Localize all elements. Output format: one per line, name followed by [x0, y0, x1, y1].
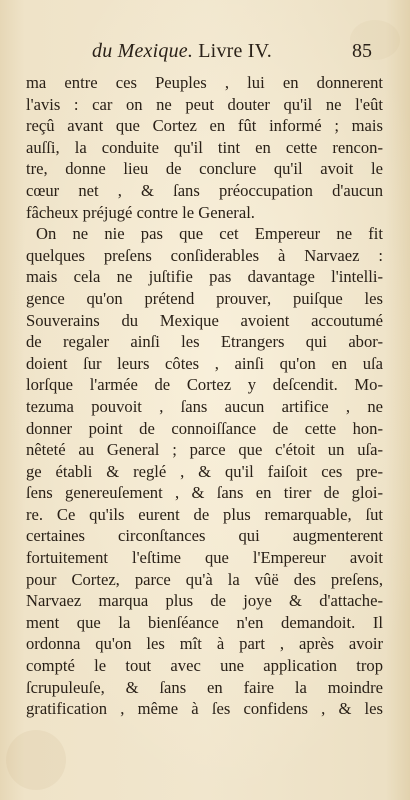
text-line: fortuitement l'eſtime que l'Empereur avoit [26, 548, 383, 568]
text-line: Souverains du Mexique avoient accoutumé [26, 310, 383, 330]
text-line: reçû avant que Cortez en fût informé ; mais [26, 116, 383, 136]
running-head-title: du Mexique. [92, 40, 194, 62]
body-text [26, 72, 383, 720]
text-line: Narvaez marqua plus de joye & d'attache- [26, 591, 383, 611]
text-line: ment que la bienſéance n'en demandoit. Il [26, 612, 383, 632]
text-line: gratification , même à ſes confidens , & les [26, 699, 383, 719]
text-line: auſſi, la conduite qu'il tint en cette rencon- [26, 137, 383, 157]
text-line: ma entre ces Peuples , lui en donnerent [26, 73, 383, 92]
text-line: ordonna qu'on les mît à part , après avoir [26, 634, 383, 654]
text-line: pour Cortez, parce qu'à la vûë des preſens, [26, 569, 383, 589]
text-line: lorſque l'armée de Cortez y deſcendit. Mo- [26, 375, 383, 395]
text-line: fâcheux préjugé contre le General. [26, 202, 255, 222]
paper-stain [6, 730, 66, 790]
text-line: doient ſur leurs côtes , ainſi qu'on en uſa [26, 353, 383, 373]
text-line: tezuma pouvoit , ſans aucun artifice , ne [26, 396, 383, 416]
text-line: mais cela ne juſtifie pas davantage l'intelli- [26, 267, 383, 287]
text-line: compté le tout avec une application trop [26, 656, 383, 676]
running-head [92, 40, 272, 63]
text-line: gence qu'on prétend prouver, puiſque les [26, 288, 383, 308]
text-line: ſcrupuleuſe, & ſans en faire la moindre [26, 677, 383, 697]
text-line: tre, donne lieu de conclure qu'il avoit le [26, 159, 383, 179]
text-line: nêteté au General ; parce que c'étoit un uſa- [26, 440, 383, 460]
text-line: re. Ce qu'ils eurent de plus remarquable, ſut [26, 504, 383, 524]
text-line: quelques preſens conſiderables à Narvaez : [26, 245, 383, 265]
paragraph-first-line: On ne nie pas que cet Empereur ne fit [36, 224, 383, 244]
page-header [0, 40, 410, 68]
text-line: ge établi & reglé , & qu'il faiſoit ces pre- [26, 461, 383, 481]
page-number: 85 [352, 40, 372, 62]
text-line: l'avis : car on ne peut douter qu'il ne l'eût [26, 94, 383, 114]
text-line: de regaler ainſi les Etrangers qui abor- [26, 332, 383, 352]
text-line: certaines circonſtances qui augmenterent [26, 526, 383, 546]
text-line: cœur net , & ſans préoccupation d'aucun [26, 180, 383, 200]
text-line: donner point de connoiſſance de cette hon- [26, 418, 383, 438]
running-head-book: Livre IV. [198, 40, 272, 62]
text-line: ſens genereuſement , & ſans en tirer de gloi- [26, 483, 383, 503]
